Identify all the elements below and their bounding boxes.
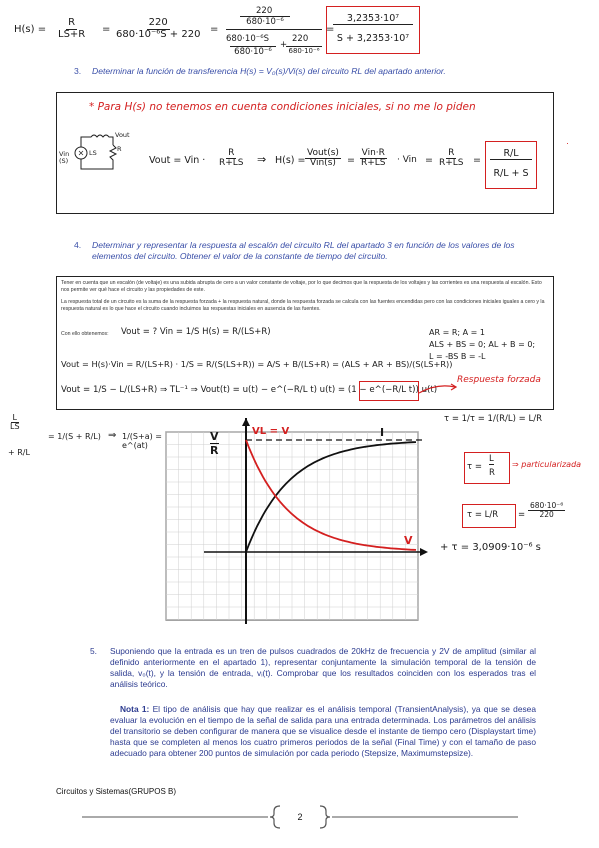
forced-response-label: Respuesta forzada xyxy=(457,375,541,385)
particularized-label: ⇒ particularizada xyxy=(512,460,582,469)
final-tf-box: R/L R/L + S xyxy=(485,141,537,189)
left-derivation: $\frac{L}{LS}$ + R/L = 1/(S + R/L) ⇒ 1/(S+a) = e^(at) xyxy=(8,413,162,457)
frac-220: $\frac{220}{\text{680·10⁻⁶S + 220}}$ xyxy=(116,17,201,40)
frac-r-over-ls-r: $\frac{R}{LS+R}$ xyxy=(58,17,86,40)
tau-value-frac: $\frac{\text{680·10⁻⁶}}{220}$ xyxy=(530,501,564,519)
v-label: V xyxy=(404,534,413,547)
vl-label: VL = V xyxy=(252,426,290,437)
forced-response-box xyxy=(359,381,419,401)
cancel-frac: Vin·R R+LS xyxy=(361,148,386,169)
total-response-explanation: La respuesta total de un circuito es la suma de la respuesta forzada + la respuesta natural, donde la respuesta forzada se calcula con las fuentes encendidas pero con las condiciones iniciales iguales a cero y la respuesta natural es lo que hace el circuito cuando incluimos las respuestas iniciales en ausencia de las fuentes. xyxy=(61,299,545,312)
course-title: Circuitos y Sistemas(GRUPOS B) xyxy=(56,787,177,796)
step-response-box: Tener en cuenta que un escalón (de voltaje) es una subida abrupta de cero a un valor constante de voltaje, por lo que decimos que la respuesta de los voltajes y las corrientes es una respuesta al escalón. Esto nos permite ver qué hace el circuito y las propiedades de este. La respuesta total de un circuito es la suma de la respuesta forzada + la respuesta natural, donde la respuesta forzada se calcula con las fuentes encendidas pero con las condiciones iniciales iguales a cero y la respuesta natural es lo que hace el circuito cuando incluimos las respuestas iniciales en ausencia de las fuentes. Con ello obtenemos: Vout = ? Vin = 1/S H(s) = R/(LS+R) AR = R; A = 1 ALS + BS = 0; AL + B = 0; L = -BS B = -L Vout = H(s)·Vin = R/(LS+R) · 1/S = R/(S(LS+R)) = A/S + B/(LS+R) = (ALS + AR + BS)/(S(LS+R)) Vout = 1/S − L/(LS+R) ⇒ TL⁻¹ ⇒ Vout(t) = u(t) − e^(−R/L t) u(t) = (1 − e^(−R/L t)) u(t) Respuesta forzada xyxy=(56,276,554,410)
inverse-laplace-line: Vout = 1/S − L/(LS+R) ⇒ TL⁻¹ ⇒ Vout(t) = u(t) − e^(−R/L t) u(t) = (1 − e^(−R/L t)) u(t) xyxy=(61,385,438,395)
y-label: V R xyxy=(210,430,219,457)
tau-box: τ = L R xyxy=(464,452,510,484)
step-explanation: Tener en cuenta que un escalón (de voltaje) es una subida abrupta de cero a un valor constante de voltaje, por lo que decimos que la respuesta de los voltajes y las corrientes es una respuesta al escalón. Esto nos permite ver qué hace el circuito y las propiedades de este. xyxy=(61,280,542,293)
coef-system: AR = R; A = 1 ALS + BS = 0; AL + B = 0; L = -BS B = -L xyxy=(429,328,536,361)
partial-fraction-line: Vout = H(s)·Vin = R/(LS+R) · 1/S = R/(S(LS+R)) = A/S + B/(LS+R) = (ALS + AR + BS)/(S(LS+R)) xyxy=(61,359,453,369)
step-response-graph xyxy=(158,418,428,628)
forced-arrow xyxy=(417,381,457,401)
h-lhs: H(s) = xyxy=(14,24,47,35)
item-4: 4. Determinar y representar la respuesta al escalón del circuito RL del apartado 3 en función de los valores de los elementos del circuito. Obtener el valor de la constante de tiempo del circuito. xyxy=(74,240,515,261)
item-5: 5. Suponiendo que la entrada es un tren de pulsos cuadrados de 20kHz de frecuencia y 2V de amplitud (similar al definido anteriormente en el apartado 1), representar conjuntamente la simulación temporal de la tensión de salida, v₀(t), y la tensión de entrada, vᵢ(t). Comprobar que los resultados coinciden con los esperados tras el análisis teórico. xyxy=(90,646,536,689)
transfer-function-box: * Para H(s) no tenemos en cuenta condiciones iniciales, si no me lo piden Vin (S) LS R Vout Vout = Vin · $\frac{R}{R+LS}$ ⇒ H(s) = Vout(s) Vin(s) = Vin·R R+LS · Vin = $\frac{R}{R+LS}$ = R/L R/L + S xyxy=(56,92,554,214)
page-number: 2 xyxy=(297,812,303,822)
rl-circuit-diagram xyxy=(69,131,129,187)
note-initial-conditions: * Para H(s) no tenemos en cuenta condiciones iniciales, si no me lo piden xyxy=(89,101,476,113)
h-frac: Vout(s) Vin(s) xyxy=(307,148,339,169)
tau-derivation: τ = 1/τ = 1/(R/L) = L/R xyxy=(444,414,542,424)
item-3: 3. Determinar la función de transferencia H(s) = V₀(s)/Vi(s) del circuito RL del apartado anterior. xyxy=(74,66,446,76)
graph-svg xyxy=(158,418,428,628)
tau-result: + τ = 3,0909·10⁻⁶ s xyxy=(440,542,541,553)
top-equation: H(s) = $\frac{R}{LS+R}$ = $\frac{220}{\text{680·10⁻⁶S + 220}}$ = 220 680·10⁻⁶ 680·10⁻⁶S 680·10⁻⁶ + 220 680·10⁻⁶ = xyxy=(14,6,444,64)
result-box-top: 3,2353·10⁷ S + 3,2353·10⁷ xyxy=(326,6,420,54)
nota-1: Nota 1: El tipo de análisis que hay que realizar es el análisis temporal (TransientAnalysis), ya que se desea evaluar la evolución en el tiempo de la señal de salida para una entrada determinada. Los parámetros del análisis del transitorio se deben configurar de manera que se visualice desde el instante de tiempo cero (Displaystart time) hasta que se completen al menos los cuatro primeros periodos de la señal (Final Time) y con el tamaño de paso adecuado para obtener 200 puntos de simulación por cada periodo (Stepsize, Maximumstepsize). xyxy=(110,704,536,758)
i-label: I xyxy=(380,426,385,439)
vout-frac: $\frac{R}{R+LS}$ xyxy=(219,148,244,169)
tau-value-box: τ = L/R xyxy=(462,504,516,528)
frac-complex: 220 680·10⁻⁶ 680·10⁻⁶S 680·10⁻⁶ + 220 680·10⁻⁶ xyxy=(226,6,322,64)
r-frac: $\frac{R}{R+LS}$ xyxy=(439,148,464,169)
known-values: Vout = ? Vin = 1/S H(s) = R/(LS+R) xyxy=(121,327,271,337)
